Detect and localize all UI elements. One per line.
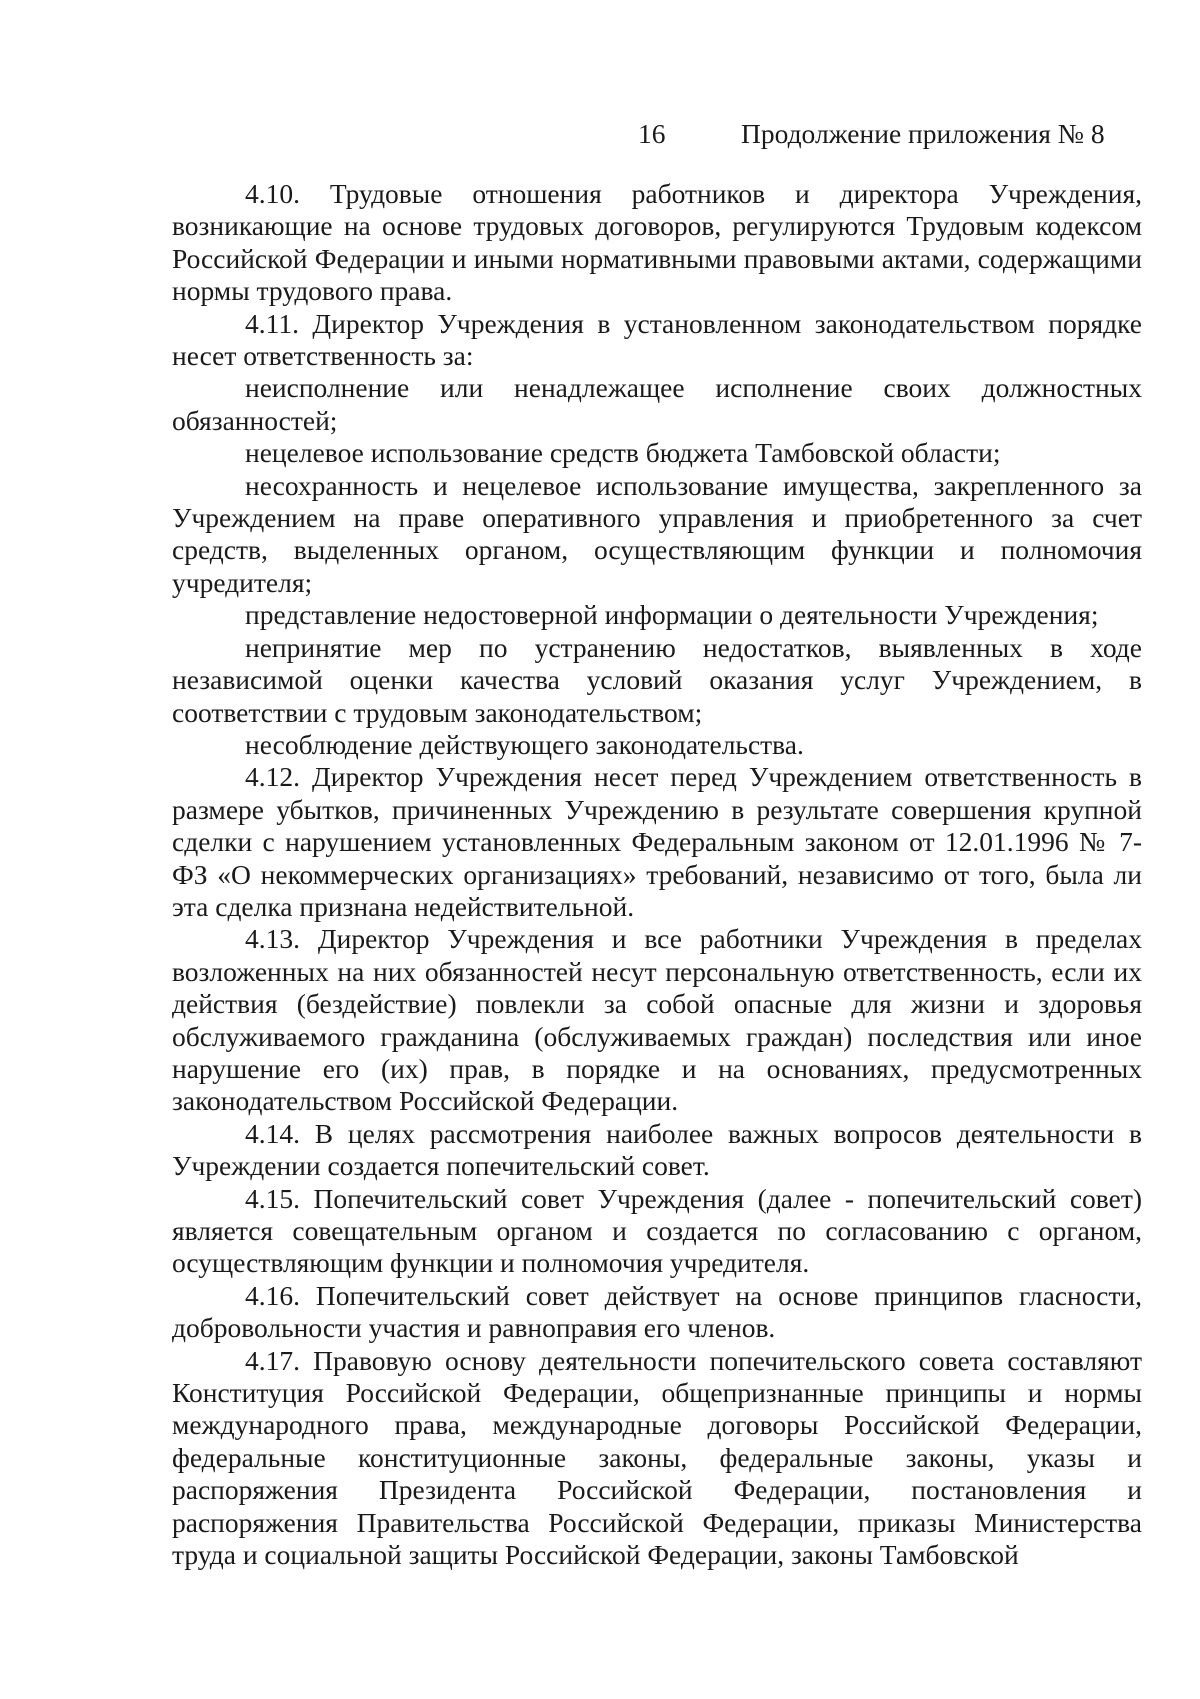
paragraph-4-12: 4.12. Директор Учреждения несет перед Учреждением ответственность в размере убытков, причиненных Учреждению в результате совершения крупной сделки с нарушением установленных Федеральным законом от 12.01.1996 № 7-ФЗ «О некоммерческих организациях» требований, независимо от того, была ли эта сделка признана недействительной. [172, 761, 1142, 922]
paragraph-4-13: 4.13. Директор Учреждения и все работники Учреждения в пределах возложенных на них обязанностей несут персональную ответственность, если их действия (бездействие) повлекли за собой опасные для жизни и здоровья обслуживаемого гражданина (обслуживаемых граждан) последствия или иное нарушение его (их) прав, в порядке и на основаниях, предусмотренных законодательством Российской Федерации. [172, 923, 1142, 1117]
paragraph-4-17: 4.17. Правовую основу деятельности попечительского совета составляют Конституция Российской Федерации, общепризнанные принципы и нормы международного права, международные договоры Российской Федерации, федеральные конституционные законы, федеральные законы, указы и распоряжения Президента Российской Федерации, постановления и распоряжения Правительства Российской Федерации, приказы Министерства труда и социальной защиты Российской Федерации, законы Тамбовской [172, 1344, 1142, 1571]
document-body [172, 178, 1142, 1571]
liability-item: неисполнение или ненадлежащее исполнение своих должностных обязанностей; [172, 372, 1142, 436]
liability-item: нецелевое использование средств бюджета Тамбовской области; [245, 437, 1001, 469]
page-number: 16 [638, 118, 666, 149]
page-header [0, 114, 1200, 154]
paragraph-4-16: 4.16. Попечительский совет действует на основе принципов гласности, добровольности участия и равноправия его членов. [172, 1279, 1142, 1344]
appendix-continuation-label: Продолжение приложения № 8 [741, 118, 1105, 149]
liability-item: представление недостоверной информации о деятельности Учреждения; [245, 599, 1099, 631]
liability-item: несохранность и нецелевое использование имущества, закрепленного за Учреждением на праве оперативного управления и приобретенного за счет средств, выделенных органом, осуществляющим функции и полномочия учредителя; [172, 469, 1142, 598]
liability-item: непринятие мер по устранению недостатков, выявленных в ходе независимой оценки качества условий оказания услуг Учреждением, в соответствии с трудовым законодательством; [172, 631, 1142, 728]
paragraph-4-15: 4.15. Попечительский совет Учреждения (далее - попечительский совет) является совещательным органом и создается по согласованию с органом, осуществляющим функции и полномочия учредителя. [172, 1182, 1142, 1279]
paragraph-4-14: 4.14. В целях рассмотрения наиболее важных вопросов деятельности в Учреждении создается попечительский совет. [172, 1117, 1142, 1182]
liability-item: несоблюдение действующего законодательства. [245, 728, 804, 760]
paragraph-4-11: 4.11. Директор Учреждения в установленном законодательством порядке несет ответственность за: [172, 307, 1142, 372]
paragraph-4-10: 4.10. Трудовые отношения работников и директора Учреждения, возникающие на основе трудовых договоров, регулируются Трудовым кодексом Российской Федерации и иными нормативными правовыми актами, содержащими нормы трудового права. [172, 178, 1142, 307]
